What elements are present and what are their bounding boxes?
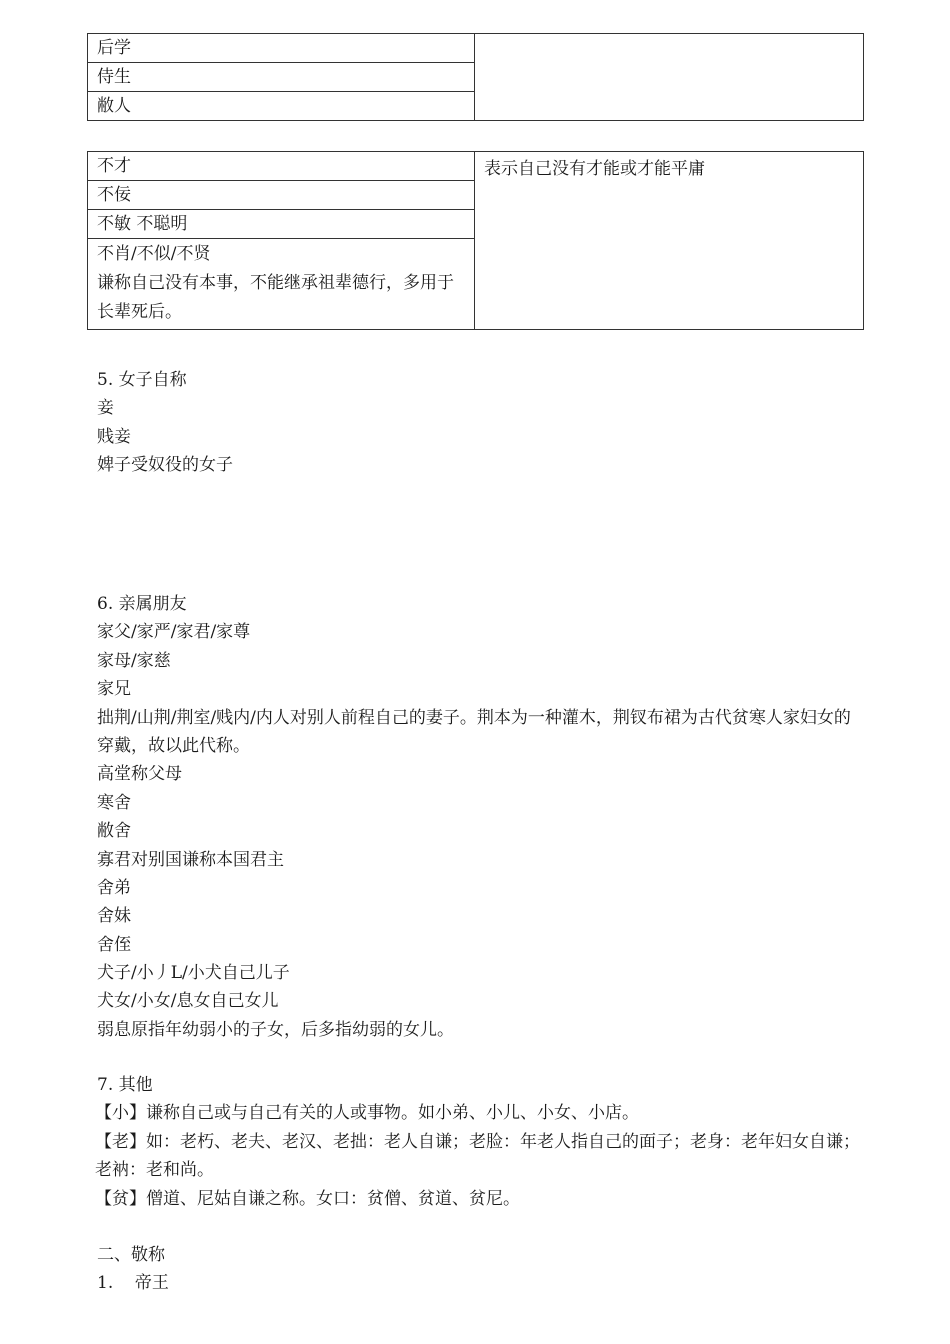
table-cell: [88, 92, 475, 121]
list-item: 贱妾: [97, 426, 131, 447]
list-item: 舍弟: [97, 877, 131, 898]
section6-heading: 6. 亲属朋友: [97, 594, 187, 614]
list-item: 寒舍: [97, 792, 131, 813]
part2-heading: 二、敬称: [97, 1245, 165, 1265]
table2-description: 表示自己没有才能或才能平庸: [484, 159, 705, 179]
table1-description-cell: [475, 34, 864, 121]
list-item: 【老】如：老朽、老夫、老汉、老拙：老人自谦；老脸：年老人指自己的面子；老身：老年妇女自谦；老衲：老和尚。: [95, 1131, 860, 1181]
table-cell: [88, 181, 475, 210]
table2-row-3: 不敏 不聪明: [97, 214, 188, 234]
list-item: 拙荆/山荆/荆室/贱内/内人对别人前程自己的妻子。荆本为一种灌木，荆钗布裙为古代贫寒人家妇女的穿戴，故以此代称。: [97, 707, 851, 756]
list-item: 家母/家慈: [97, 650, 171, 671]
table-humble-terms-2: [87, 151, 864, 330]
part2-subheading-emperor: 1. 帝王: [97, 1273, 169, 1294]
table-humble-terms-1: [87, 33, 864, 121]
list-item: 家兄: [97, 679, 131, 700]
list-item: 妾: [97, 398, 114, 419]
section-female-self-reference: [97, 366, 867, 480]
table2-row-1: 不才: [97, 156, 131, 176]
section-relatives-friends: [97, 590, 867, 1044]
list-item: 高堂称父母: [97, 764, 182, 785]
list-item: 舍妹: [97, 906, 131, 927]
table1-row-1: 后学: [97, 38, 131, 58]
section5-heading: 5. 女子自称: [97, 370, 187, 390]
table-cell: [88, 63, 475, 92]
table2-row-4-desc: 谦称自己没有本事，不能继承祖辈德行，多用于长辈死后。: [97, 273, 454, 322]
section-honorifics: [97, 1241, 867, 1298]
list-item: 【贫】僧道、尼姑自谦之称。女口：贫僧、贫道、贫尼。: [95, 1188, 520, 1209]
table-cell: [88, 239, 475, 330]
list-item: 寡君对别国谦称本国君主: [97, 849, 284, 870]
table1-row-3: 敝人: [97, 96, 131, 116]
table1-row-2: 侍生: [97, 67, 131, 87]
section7-heading: 7. 其他: [97, 1075, 153, 1095]
list-item: 舍侄: [97, 934, 131, 955]
list-item: 弱息原指年幼弱小的子女，后多指幼弱的女儿。: [97, 1019, 454, 1040]
list-item: 婢子受奴役的女子: [97, 455, 233, 476]
table-cell: [88, 34, 475, 63]
table2-row-2: 不佞: [97, 185, 131, 205]
list-item: 犬子/小丿L/小犬自己儿子: [97, 963, 290, 984]
table2-description-cell: [475, 152, 864, 330]
section-others: [97, 1071, 867, 1213]
list-item: 【小】谦称自己或与自己有关的人或事物。如小弟、小儿、小女、小店。: [95, 1103, 639, 1124]
list-item: 犬女/小女/息女自己女儿: [97, 991, 279, 1012]
table-cell: [88, 210, 475, 239]
table2-row-4-title: 不肖/不似/不贤: [97, 244, 211, 264]
list-item: 敝舍: [97, 821, 131, 842]
table-cell: [88, 152, 475, 181]
list-item: 家父/家严/家君/家尊: [97, 622, 251, 643]
